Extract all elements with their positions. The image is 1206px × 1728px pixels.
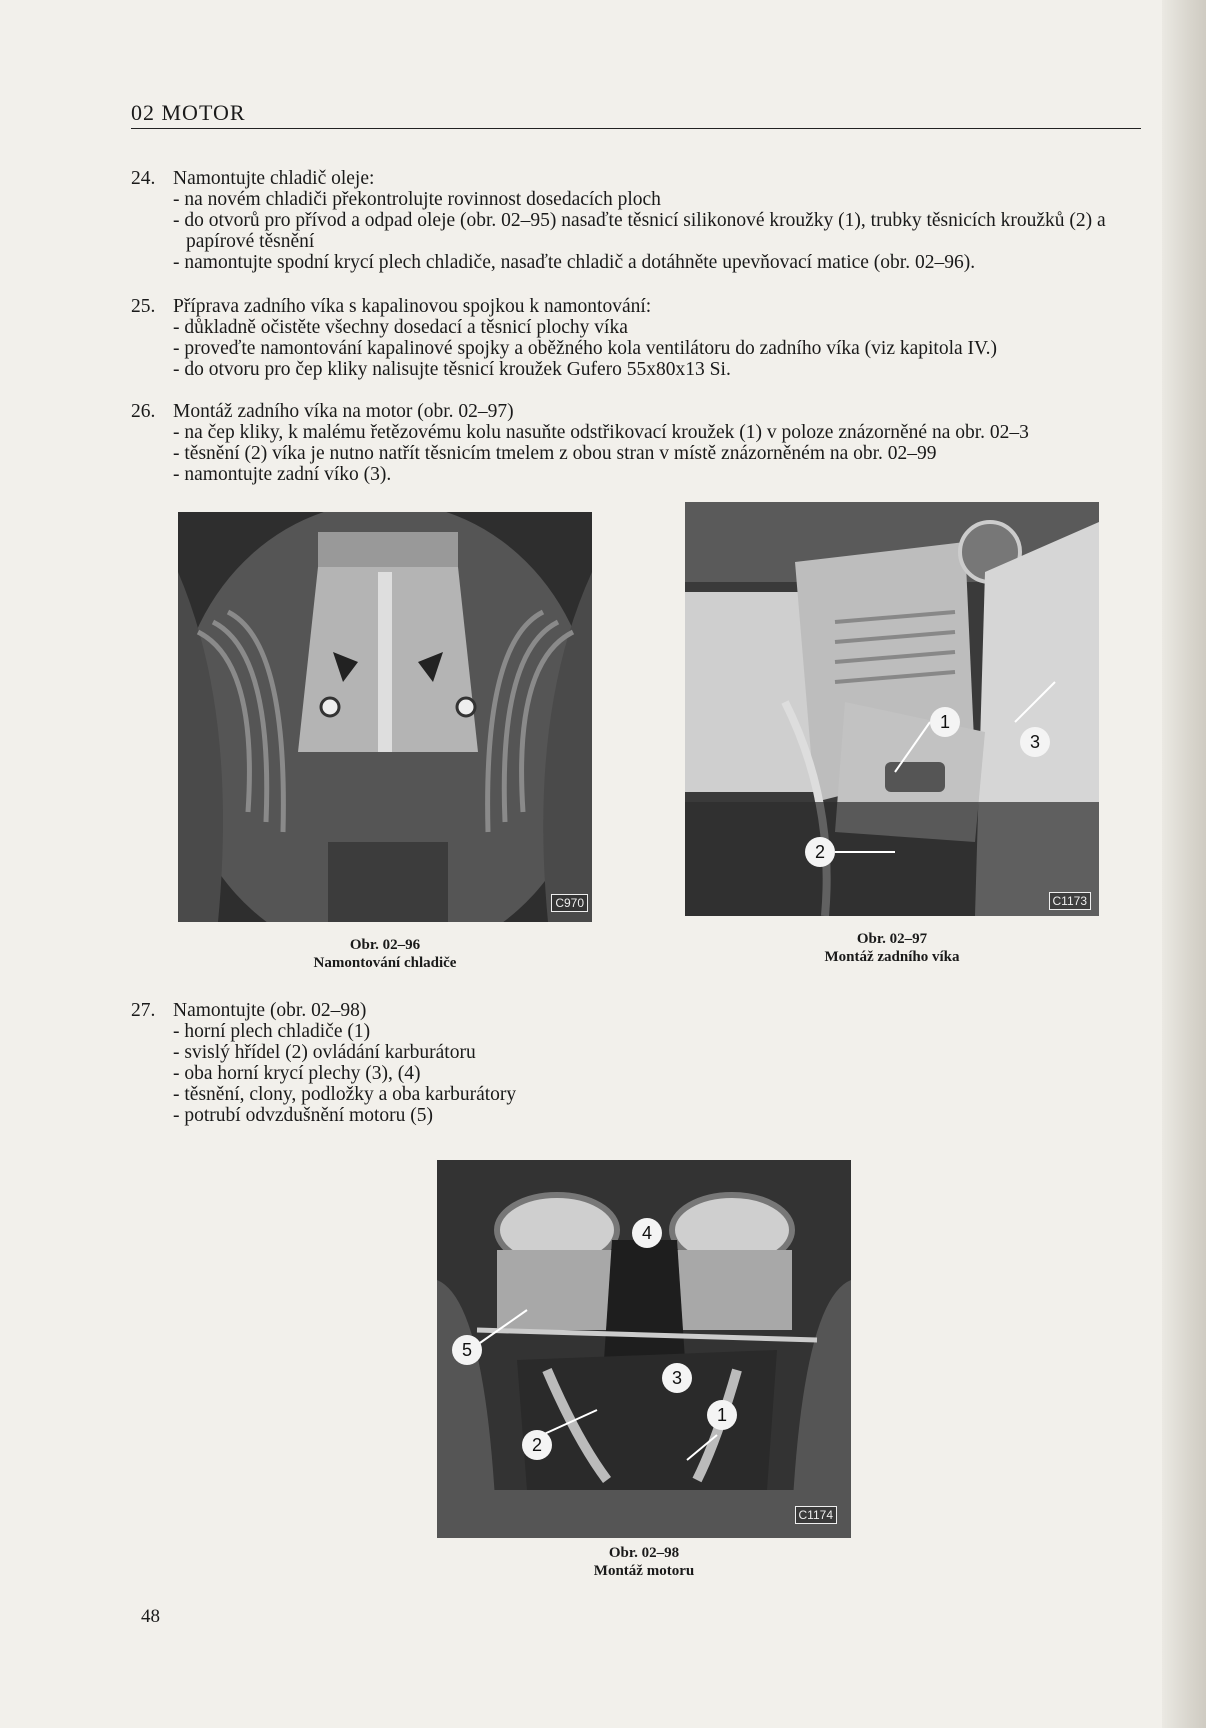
list-item: - horní plech chladiče (1) [173, 1021, 1151, 1042]
callout-5: 5 [452, 1335, 482, 1365]
list-item: - důkladně očistěte všechny dosedací a těsnicí plochy víka [173, 317, 1151, 338]
caption-title: Montáž motoru [593, 1563, 695, 1579]
engine-assembly-photo [437, 1160, 851, 1538]
section-items [131, 422, 1151, 485]
section-number: 27. [131, 1000, 156, 1021]
section-heading: Montáž zadního víka na motor (obr. 02–97) [173, 401, 514, 422]
figure-02-98 [437, 1160, 851, 1579]
figure-02-97 [685, 502, 1099, 965]
callout-3: 3 [1020, 727, 1050, 757]
section-number: 25. [131, 296, 156, 317]
callout-4: 4 [632, 1218, 662, 1248]
list-item: - na čep kliky, k malému řetězovému kolu nasuňte odstřikovací kroužek (1) v poloze znázorněné na obr. 02–3 [173, 422, 1151, 443]
callout-2: 2 [805, 837, 835, 867]
caption-number: Obr. 02–98 [608, 1545, 680, 1561]
section-items [131, 317, 1151, 380]
page-edge [1162, 0, 1206, 1728]
figure-caption [685, 930, 1099, 966]
section-number: 24. [131, 168, 156, 189]
figure-02-96 [178, 512, 592, 971]
section-heading: Příprava zadního víka s kapalinovou spojkou k namontování: [173, 296, 652, 317]
page-header [131, 100, 1141, 129]
list-item: - namontujte spodní krycí plech chladiče, nasaďte chladič a dotáhněte upevňovací matice (obr. 02–96). [173, 252, 1151, 273]
list-item: - proveďte namontování kapalinové spojky a oběžného kola ventilátoru do zadního víka (viz kapitola IV.) [173, 338, 1151, 359]
section-items [131, 189, 1151, 273]
figure-caption [178, 936, 592, 972]
section-items [131, 1021, 1151, 1126]
section-25 [131, 296, 1151, 380]
figure-code: C1174 [795, 1506, 837, 1524]
list-item: - oba horní krycí plechy (3), (4) [173, 1063, 1151, 1084]
section-26 [131, 401, 1151, 485]
figure-caption [437, 1544, 851, 1580]
list-item: - do otvoru pro čep kliky nalisujte těsnicí kroužek Gufero 55x80x13 Si. [173, 359, 1151, 380]
figure-code: C970 [551, 894, 588, 912]
oil-cooler-photo [178, 512, 592, 922]
callout-2: 2 [522, 1430, 552, 1460]
caption-title: Namontování chladiče [313, 955, 457, 971]
section-heading: Namontujte (obr. 02–98) [173, 1000, 367, 1021]
callout-1: 1 [930, 707, 960, 737]
caption-title: Montáž zadního víka [824, 949, 960, 965]
section-heading: Namontujte chladič oleje: [173, 168, 375, 189]
callout-3: 3 [662, 1363, 692, 1393]
section-number: 26. [131, 401, 156, 422]
figure-code: C1173 [1049, 892, 1091, 910]
caption-number: Obr. 02–96 [349, 937, 421, 953]
page-number: 48 [141, 1606, 160, 1627]
section-27 [131, 1000, 1151, 1126]
callout-1: 1 [707, 1400, 737, 1430]
list-item: - na novém chladiči překontrolujte rovinnost dosedacích ploch [173, 189, 1151, 210]
rear-cover-photo [685, 502, 1099, 916]
list-item: - potrubí odvzdušnění motoru (5) [173, 1105, 1151, 1126]
section-24 [131, 168, 1151, 273]
caption-number: Obr. 02–97 [856, 931, 928, 947]
list-item: - těsnění, clony, podložky a oba karburátory [173, 1084, 1151, 1105]
list-item: - do otvorů pro přívod a odpad oleje (obr. 02–95) nasaďte těsnicí silikonové kroužky (1), trubky těsnicích kroužků (2) a papírové těsnění [173, 210, 1151, 252]
chapter-title: 02 MOTOR [131, 100, 246, 125]
list-item: - namontujte zadní víko (3). [173, 464, 1151, 485]
list-item: - těsnění (2) víka je nutno natřít těsnicím tmelem z obou stran v místě znázorněném na obr. 02–99 [173, 443, 1151, 464]
list-item: - svislý hřídel (2) ovládání karburátoru [173, 1042, 1151, 1063]
